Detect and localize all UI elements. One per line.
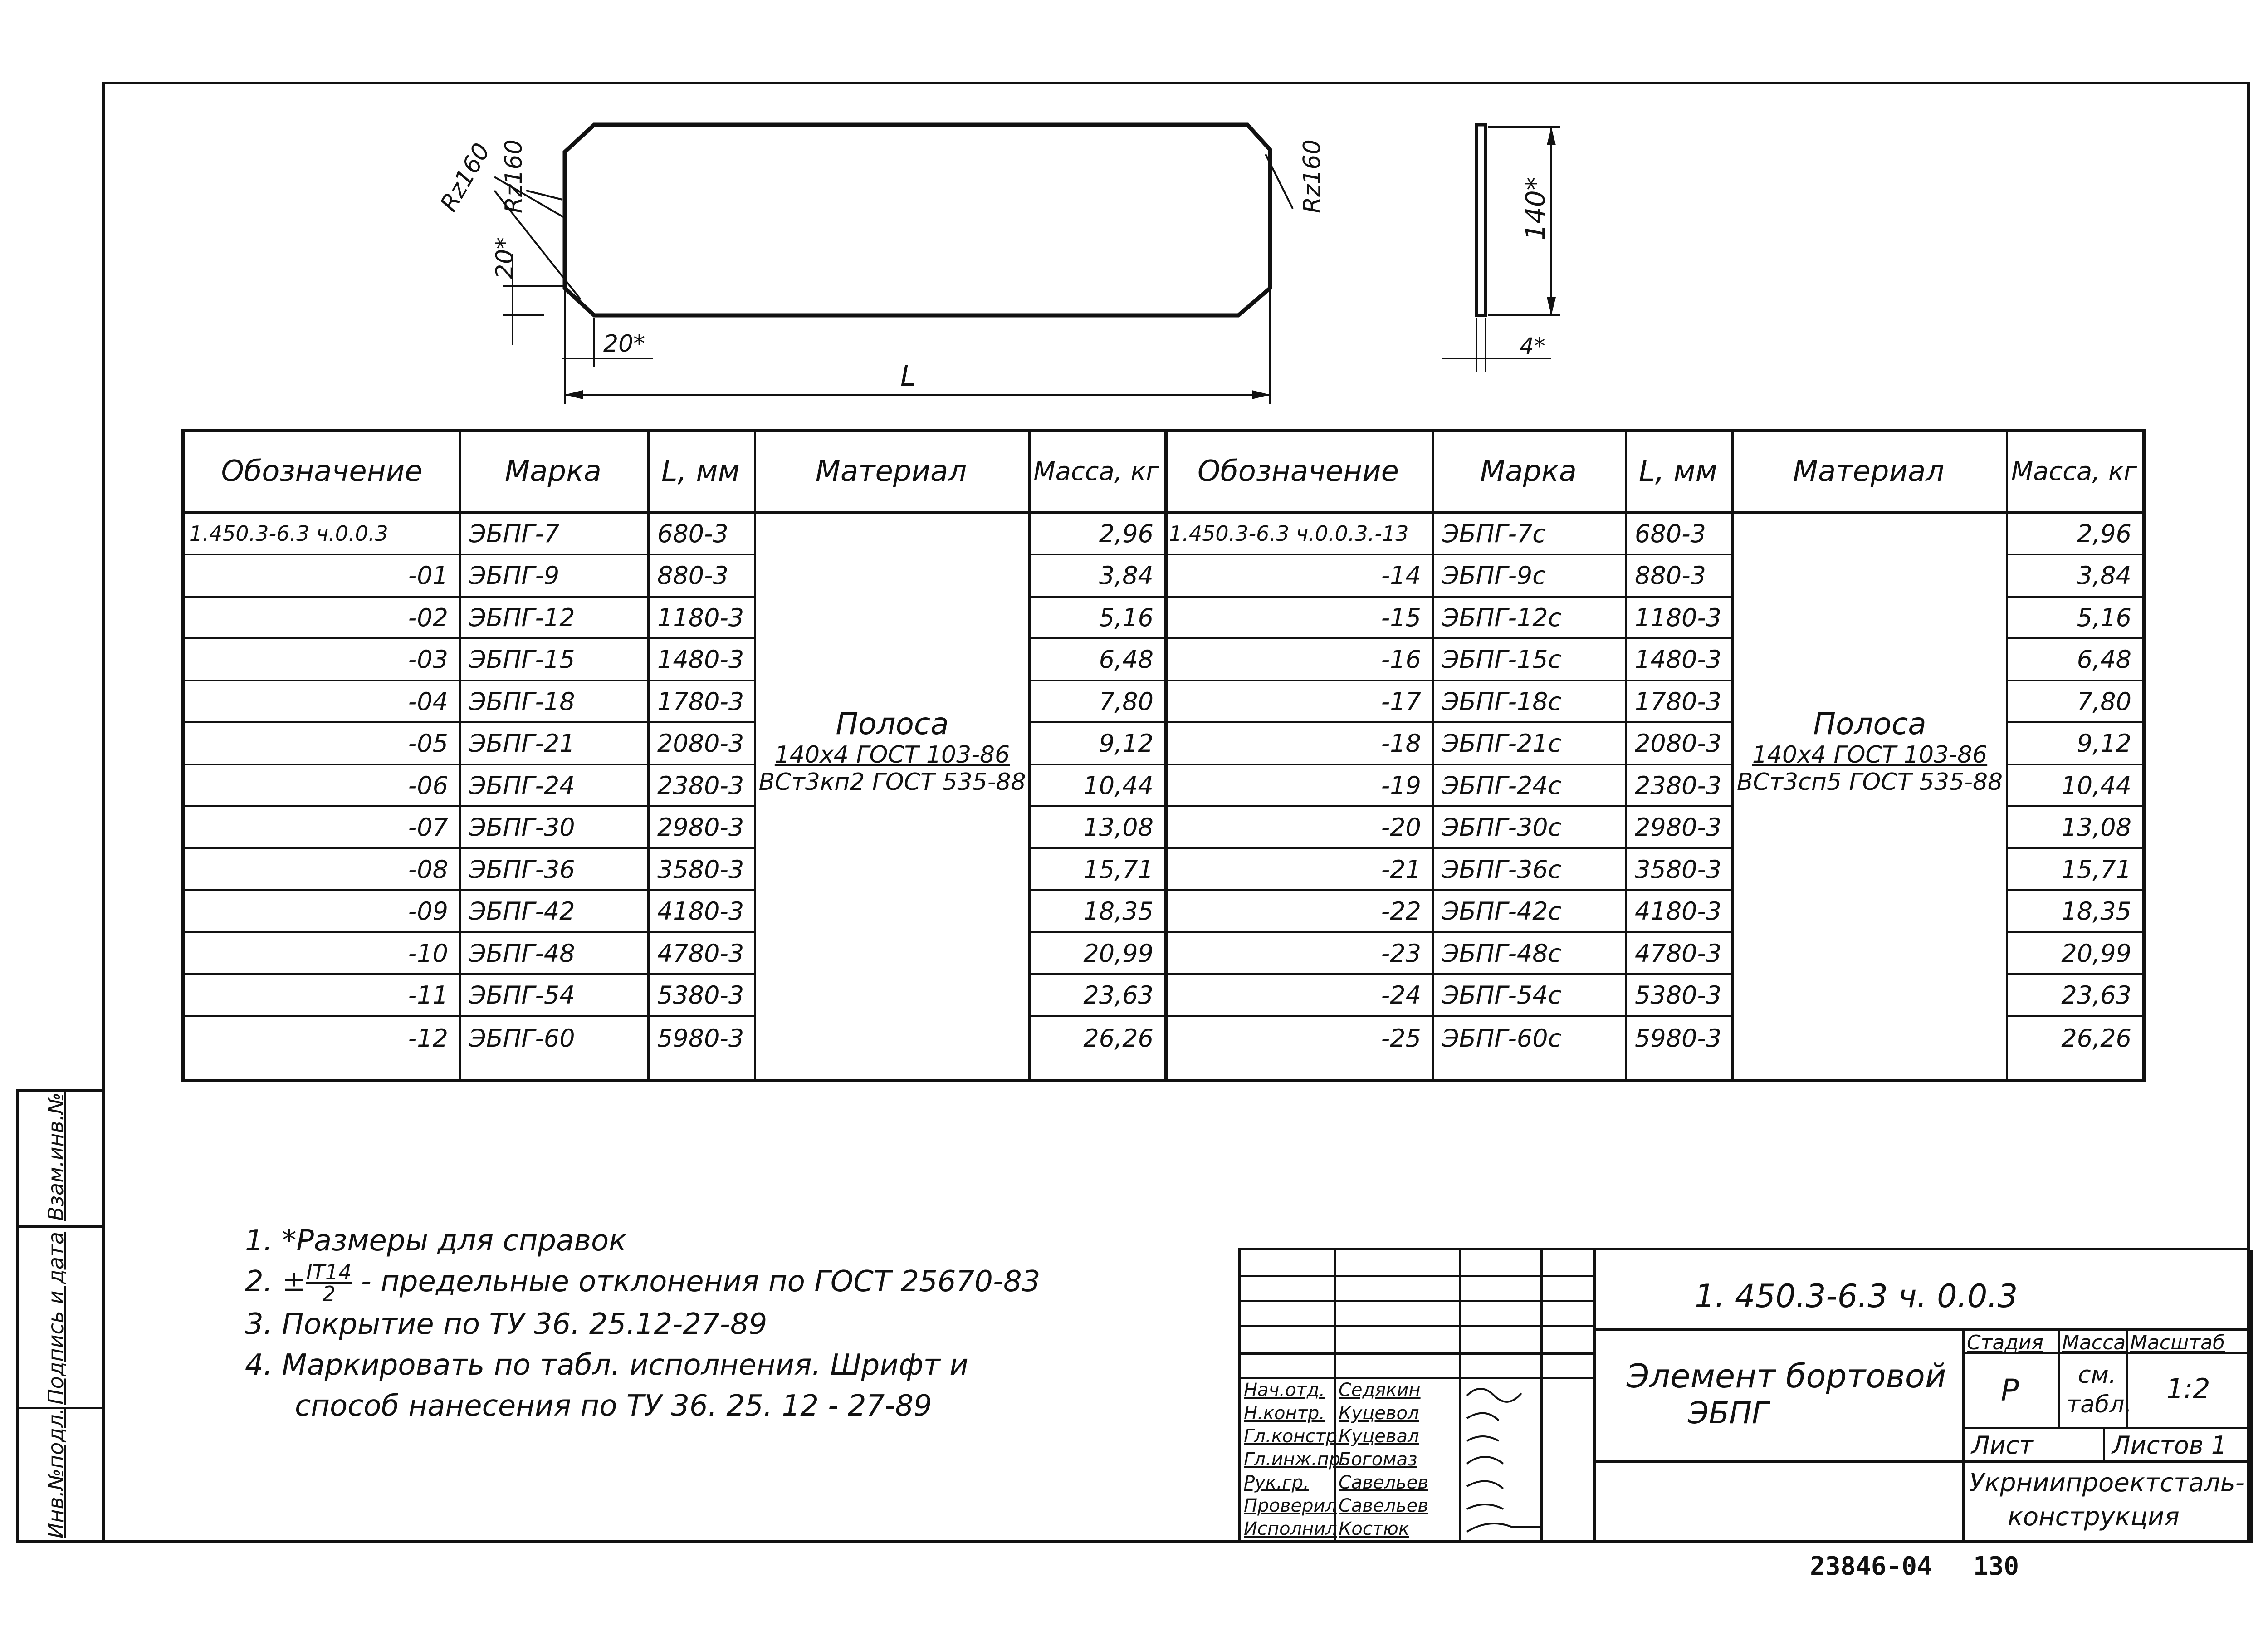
role-name: Савельев bbox=[1339, 1472, 1428, 1493]
mass-header: Масса bbox=[2062, 1331, 2126, 1354]
cell-code: -07 bbox=[185, 808, 459, 849]
header-cell: Материал bbox=[754, 432, 1028, 514]
length-label: L bbox=[900, 359, 916, 392]
material-right-size: 140x4 ГОСТ 103-86 bbox=[1752, 741, 1988, 769]
cell-mass: 15,71 bbox=[2006, 849, 2142, 891]
cell-code: -11 bbox=[185, 975, 459, 1017]
cell-mass: 26,26 bbox=[2061, 1024, 2131, 1053]
stage-header: Стадия bbox=[1967, 1331, 2043, 1354]
cell-mark: ЭБПГ-15 bbox=[459, 640, 647, 681]
cell-mark: ЭБПГ-18с bbox=[1432, 681, 1625, 723]
table-row bbox=[185, 975, 2142, 1017]
footer-code: 23846-04 bbox=[1810, 1552, 1932, 1581]
cell-length: 1780-3 bbox=[647, 681, 754, 723]
note-2-frac-top: IT14 bbox=[306, 1260, 352, 1285]
cell-mark: ЭБПГ-9 bbox=[459, 556, 647, 598]
role-name: Куцевол bbox=[1339, 1403, 1419, 1424]
cell-mass: 20,99 bbox=[1028, 933, 1164, 975]
cell-mass: 5,16 bbox=[1028, 598, 1164, 639]
cell-mass: 3,84 bbox=[2006, 556, 2142, 598]
notes bbox=[245, 1220, 1243, 1426]
cell-mark: ЭБПГ-9с bbox=[1432, 556, 1625, 598]
spec-table bbox=[181, 429, 2146, 1082]
cell-mass: 6,48 bbox=[1028, 640, 1164, 681]
cell-mark: ЭБПГ-36с bbox=[1432, 849, 1625, 891]
cell-mass: 18,35 bbox=[1028, 892, 1164, 933]
cell-length: 3580-3 bbox=[1625, 849, 1731, 891]
cell-length: 5380-3 bbox=[1625, 975, 1731, 1017]
cell-length: 2080-3 bbox=[647, 724, 754, 765]
header-cell: Материал bbox=[1731, 432, 2006, 514]
table-row bbox=[185, 933, 2142, 975]
cell-code: -23 bbox=[1164, 933, 1432, 975]
role-label: Проверил bbox=[1244, 1495, 1337, 1516]
cell-mark: ЭБПГ-60с bbox=[1442, 1024, 1562, 1053]
material-left bbox=[757, 706, 1027, 796]
cell-length: 3580-3 bbox=[647, 849, 754, 891]
cell-mark: ЭБПГ-24с bbox=[1432, 765, 1625, 807]
cell-mark: ЭБПГ-36 bbox=[459, 849, 647, 891]
cell-code: -19 bbox=[1164, 765, 1432, 807]
cell-mark: ЭБПГ-24 bbox=[459, 765, 647, 807]
cell-mass: 7,80 bbox=[2006, 681, 2142, 723]
cell-mass: 18,35 bbox=[2006, 892, 2142, 933]
cell-length: 2980-3 bbox=[1625, 808, 1731, 849]
note-2-frac-bot: 2 bbox=[322, 1282, 336, 1307]
note-2-post: - предельные отклонения по ГОСТ 25670-83 bbox=[352, 1265, 1041, 1298]
cell-code: -04 bbox=[185, 681, 459, 723]
section-height: 140* bbox=[1520, 177, 1551, 240]
cell-mark: ЭБПГ-12с bbox=[1432, 598, 1625, 639]
cell-code: -17 bbox=[1164, 681, 1432, 723]
cell-mark: ЭБПГ-21с bbox=[1432, 724, 1625, 765]
note-4b: способ нанесения по ТУ 36. 25. 12 - 27-89 bbox=[295, 1389, 932, 1423]
cell-mass: 20,99 bbox=[2006, 933, 2142, 975]
cell-mark: ЭБПГ-42 bbox=[459, 892, 647, 933]
cell-mass: 15,71 bbox=[1028, 849, 1164, 891]
cell-code: -18 bbox=[1164, 724, 1432, 765]
cell-mass: 23,63 bbox=[2006, 975, 2142, 1017]
role-name: Куцевал bbox=[1339, 1426, 1419, 1447]
cell-length: 4180-3 bbox=[647, 892, 754, 933]
stage-value: Р bbox=[2001, 1373, 2019, 1408]
material-left-name: Полоса bbox=[836, 706, 949, 741]
cell-mark: ЭБПГ-54 bbox=[459, 975, 647, 1017]
cell-code: -25 bbox=[1381, 1024, 1421, 1053]
cell-code: -16 bbox=[1164, 640, 1432, 681]
cell-mark: ЭБПГ-15с bbox=[1432, 640, 1625, 681]
side-cell-vzam bbox=[19, 1092, 102, 1228]
cell-mass: 10,44 bbox=[2006, 765, 2142, 807]
header-cell: Марка bbox=[459, 432, 647, 514]
cell-code: 1.450.3-6.3 ч.0.0.3.-13 bbox=[1164, 514, 1432, 555]
chamfer-horizontal: 20* bbox=[603, 330, 645, 358]
role-name: Седякин bbox=[1339, 1380, 1421, 1401]
cell-length: 5980-3 bbox=[1635, 1024, 1722, 1053]
header-cell: Масса, кг bbox=[1028, 432, 1164, 514]
role-label: Н.контр. bbox=[1244, 1403, 1325, 1424]
cell-mark: ЭБПГ-30с bbox=[1432, 808, 1625, 849]
cell-code: -05 bbox=[185, 724, 459, 765]
title-block bbox=[1238, 1248, 2250, 1543]
material-left-size: 140x4 ГОСТ 103-86 bbox=[774, 741, 1010, 769]
doc-code: 1. 450.3-6.3 ч. 0.0.3 bbox=[1695, 1278, 2018, 1315]
cell-length: 1180-3 bbox=[1625, 598, 1731, 639]
cell-code: -10 bbox=[185, 933, 459, 975]
material-right-name: Полоса bbox=[1813, 706, 1926, 741]
cell-mass: 6,48 bbox=[2006, 640, 2142, 681]
org-line1: Укрниипроектсталь- bbox=[1969, 1468, 2244, 1498]
table-row bbox=[185, 1017, 2142, 1059]
cell-mark: ЭБПГ-7 bbox=[459, 514, 647, 555]
note-4a: 4. Маркировать по табл. исполнения. Шрифт и bbox=[245, 1348, 968, 1382]
sheets-label: Листов 1 bbox=[2112, 1431, 2227, 1460]
cell-mark: ЭБПГ-21 bbox=[459, 724, 647, 765]
side-cell-sign bbox=[19, 1228, 102, 1409]
plate-outline bbox=[565, 125, 1270, 315]
rz-left-diag: Rz160 bbox=[435, 138, 496, 216]
cell-mass: 3,84 bbox=[1028, 556, 1164, 598]
header-cell: Масса, кг bbox=[2006, 432, 2142, 514]
cell-code: -12 bbox=[408, 1024, 448, 1053]
cell-code: -03 bbox=[185, 640, 459, 681]
cell-length: 4780-3 bbox=[647, 933, 754, 975]
cell-length: 1480-3 bbox=[647, 640, 754, 681]
header-cell: L, мм bbox=[1625, 432, 1731, 514]
role-name: Богомаз bbox=[1339, 1449, 1418, 1470]
cell-code: -08 bbox=[185, 849, 459, 891]
cell-length: 1780-3 bbox=[1625, 681, 1731, 723]
doc-title-line1: Элемент бортовой bbox=[1627, 1357, 1946, 1395]
mass-value-l2: табл. bbox=[2067, 1391, 2132, 1418]
header-cell: Марка bbox=[1432, 432, 1625, 514]
cell-mark: ЭБПГ-48 bbox=[459, 933, 647, 975]
cell-length: 880-3 bbox=[1625, 556, 1731, 598]
cell-code: -01 bbox=[185, 556, 459, 598]
cell-mass: 23,63 bbox=[1028, 975, 1164, 1017]
cell-mass: 2,96 bbox=[1028, 514, 1164, 555]
note-1: 1. *Размеры для справок bbox=[245, 1224, 626, 1258]
role-label: Гл.инж.пр. bbox=[1244, 1449, 1346, 1470]
cell-code: -02 bbox=[185, 598, 459, 639]
role-label: Исполнил bbox=[1244, 1519, 1337, 1539]
cell-mass: 9,12 bbox=[2006, 724, 2142, 765]
cell-length: 680-3 bbox=[647, 514, 754, 555]
table-row bbox=[185, 808, 2142, 849]
cell-mass: 13,08 bbox=[1028, 808, 1164, 849]
cell-mark: ЭБПГ-42с bbox=[1432, 892, 1625, 933]
cell-mark: ЭБПГ-12 bbox=[459, 598, 647, 639]
role-name: Костюк bbox=[1339, 1519, 1409, 1539]
cell-length: 680-3 bbox=[1625, 514, 1731, 555]
footer-page: 130 bbox=[1973, 1552, 2019, 1581]
mass-value-l1: см. bbox=[2078, 1362, 2116, 1389]
cell-mass: 7,80 bbox=[1028, 681, 1164, 723]
org-line2: конструкция bbox=[2008, 1502, 2180, 1532]
role-label: Рук.гр. bbox=[1244, 1472, 1309, 1493]
header-cell: L, мм bbox=[647, 432, 754, 514]
cell-mass: 10,44 bbox=[1028, 765, 1164, 807]
cell-code: -06 bbox=[185, 765, 459, 807]
cell-mark: ЭБПГ-60 bbox=[469, 1024, 575, 1053]
cell-length: 2980-3 bbox=[647, 808, 754, 849]
note-3: 3. Покрытие по ТУ 36. 25.12-27-89 bbox=[245, 1308, 767, 1342]
cell-length: 4780-3 bbox=[1625, 933, 1731, 975]
cell-mass: 5,16 bbox=[2006, 598, 2142, 639]
side-inv: Инв.№подл. bbox=[44, 1407, 68, 1538]
cell-mark: ЭБПГ-30 bbox=[459, 808, 647, 849]
cell-length: 1480-3 bbox=[1625, 640, 1731, 681]
cell-code: -22 bbox=[1164, 892, 1432, 933]
rz-left-top: Rz160 bbox=[500, 139, 528, 213]
role-label: Нач.отд. bbox=[1244, 1380, 1325, 1401]
cell-code: -09 bbox=[185, 892, 459, 933]
cell-length: 2380-3 bbox=[1625, 765, 1731, 807]
doc-title-line2: ЭБПГ bbox=[1688, 1396, 1769, 1430]
table-row bbox=[185, 892, 2142, 933]
cell-mass: 13,08 bbox=[2006, 808, 2142, 849]
material-right bbox=[1735, 706, 2005, 796]
section-thickness: 4* bbox=[1520, 333, 1545, 359]
scale-header: Масштаб bbox=[2130, 1331, 2225, 1354]
cell-code: -20 bbox=[1164, 808, 1432, 849]
cell-length: 4180-3 bbox=[1625, 892, 1731, 933]
part-drawing bbox=[0, 0, 2268, 417]
cell-code: -24 bbox=[1164, 975, 1432, 1017]
section-outline bbox=[1476, 125, 1486, 315]
rz-right: Rz160 bbox=[1299, 139, 1326, 213]
cell-code: -14 bbox=[1164, 556, 1432, 598]
table-row bbox=[185, 514, 2142, 555]
cell-length: 5380-3 bbox=[647, 975, 754, 1017]
cell-mark: ЭБПГ-7с bbox=[1432, 514, 1625, 555]
role-label: Гл.констр. bbox=[1244, 1426, 1343, 1447]
cell-code: -15 bbox=[1164, 598, 1432, 639]
note-2-pre: 2. ± bbox=[245, 1265, 307, 1298]
chamfer-vertical: 20* bbox=[491, 237, 518, 279]
header-cell: Обозначение bbox=[1164, 432, 1432, 514]
table-row bbox=[185, 598, 2142, 639]
material-left-steel: ВСт3кп2 ГОСТ 535-88 bbox=[758, 769, 1026, 796]
table-row bbox=[185, 556, 2142, 598]
side-cell-inv bbox=[19, 1409, 102, 1543]
cell-length: 2080-3 bbox=[1625, 724, 1731, 765]
cell-mass: 2,96 bbox=[2006, 514, 2142, 555]
cell-mass: 9,12 bbox=[1028, 724, 1164, 765]
material-right-steel: ВСт3сп5 ГОСТ 535-88 bbox=[1736, 769, 2003, 796]
cell-length: 5980-3 bbox=[657, 1024, 744, 1053]
side-sign: Подпись и дата bbox=[44, 1231, 68, 1405]
header-cell: Обозначение bbox=[185, 432, 459, 514]
cell-mark: ЭБПГ-18 bbox=[459, 681, 647, 723]
cell-mass: 26,26 bbox=[1083, 1024, 1154, 1053]
cell-length: 880-3 bbox=[647, 556, 754, 598]
side-strip bbox=[16, 1089, 102, 1543]
cell-code: 1.450.3-6.3 ч.0.0.3 bbox=[185, 514, 459, 555]
cell-code: -21 bbox=[1164, 849, 1432, 891]
signatures bbox=[1462, 1380, 1594, 1543]
scale-value: 1:2 bbox=[2166, 1373, 2210, 1405]
sheet-label: Лист bbox=[1971, 1431, 2033, 1460]
cell-mark: ЭБПГ-48с bbox=[1432, 933, 1625, 975]
table-row bbox=[185, 849, 2142, 891]
cell-length: 1180-3 bbox=[647, 598, 754, 639]
side-vzam: Взам.инв.№ bbox=[44, 1092, 68, 1221]
cell-mark: ЭБПГ-54с bbox=[1432, 975, 1625, 1017]
note-2 bbox=[245, 1260, 1243, 1307]
cell-length: 2380-3 bbox=[647, 765, 754, 807]
table-row bbox=[185, 640, 2142, 681]
role-name: Савельев bbox=[1339, 1495, 1428, 1516]
